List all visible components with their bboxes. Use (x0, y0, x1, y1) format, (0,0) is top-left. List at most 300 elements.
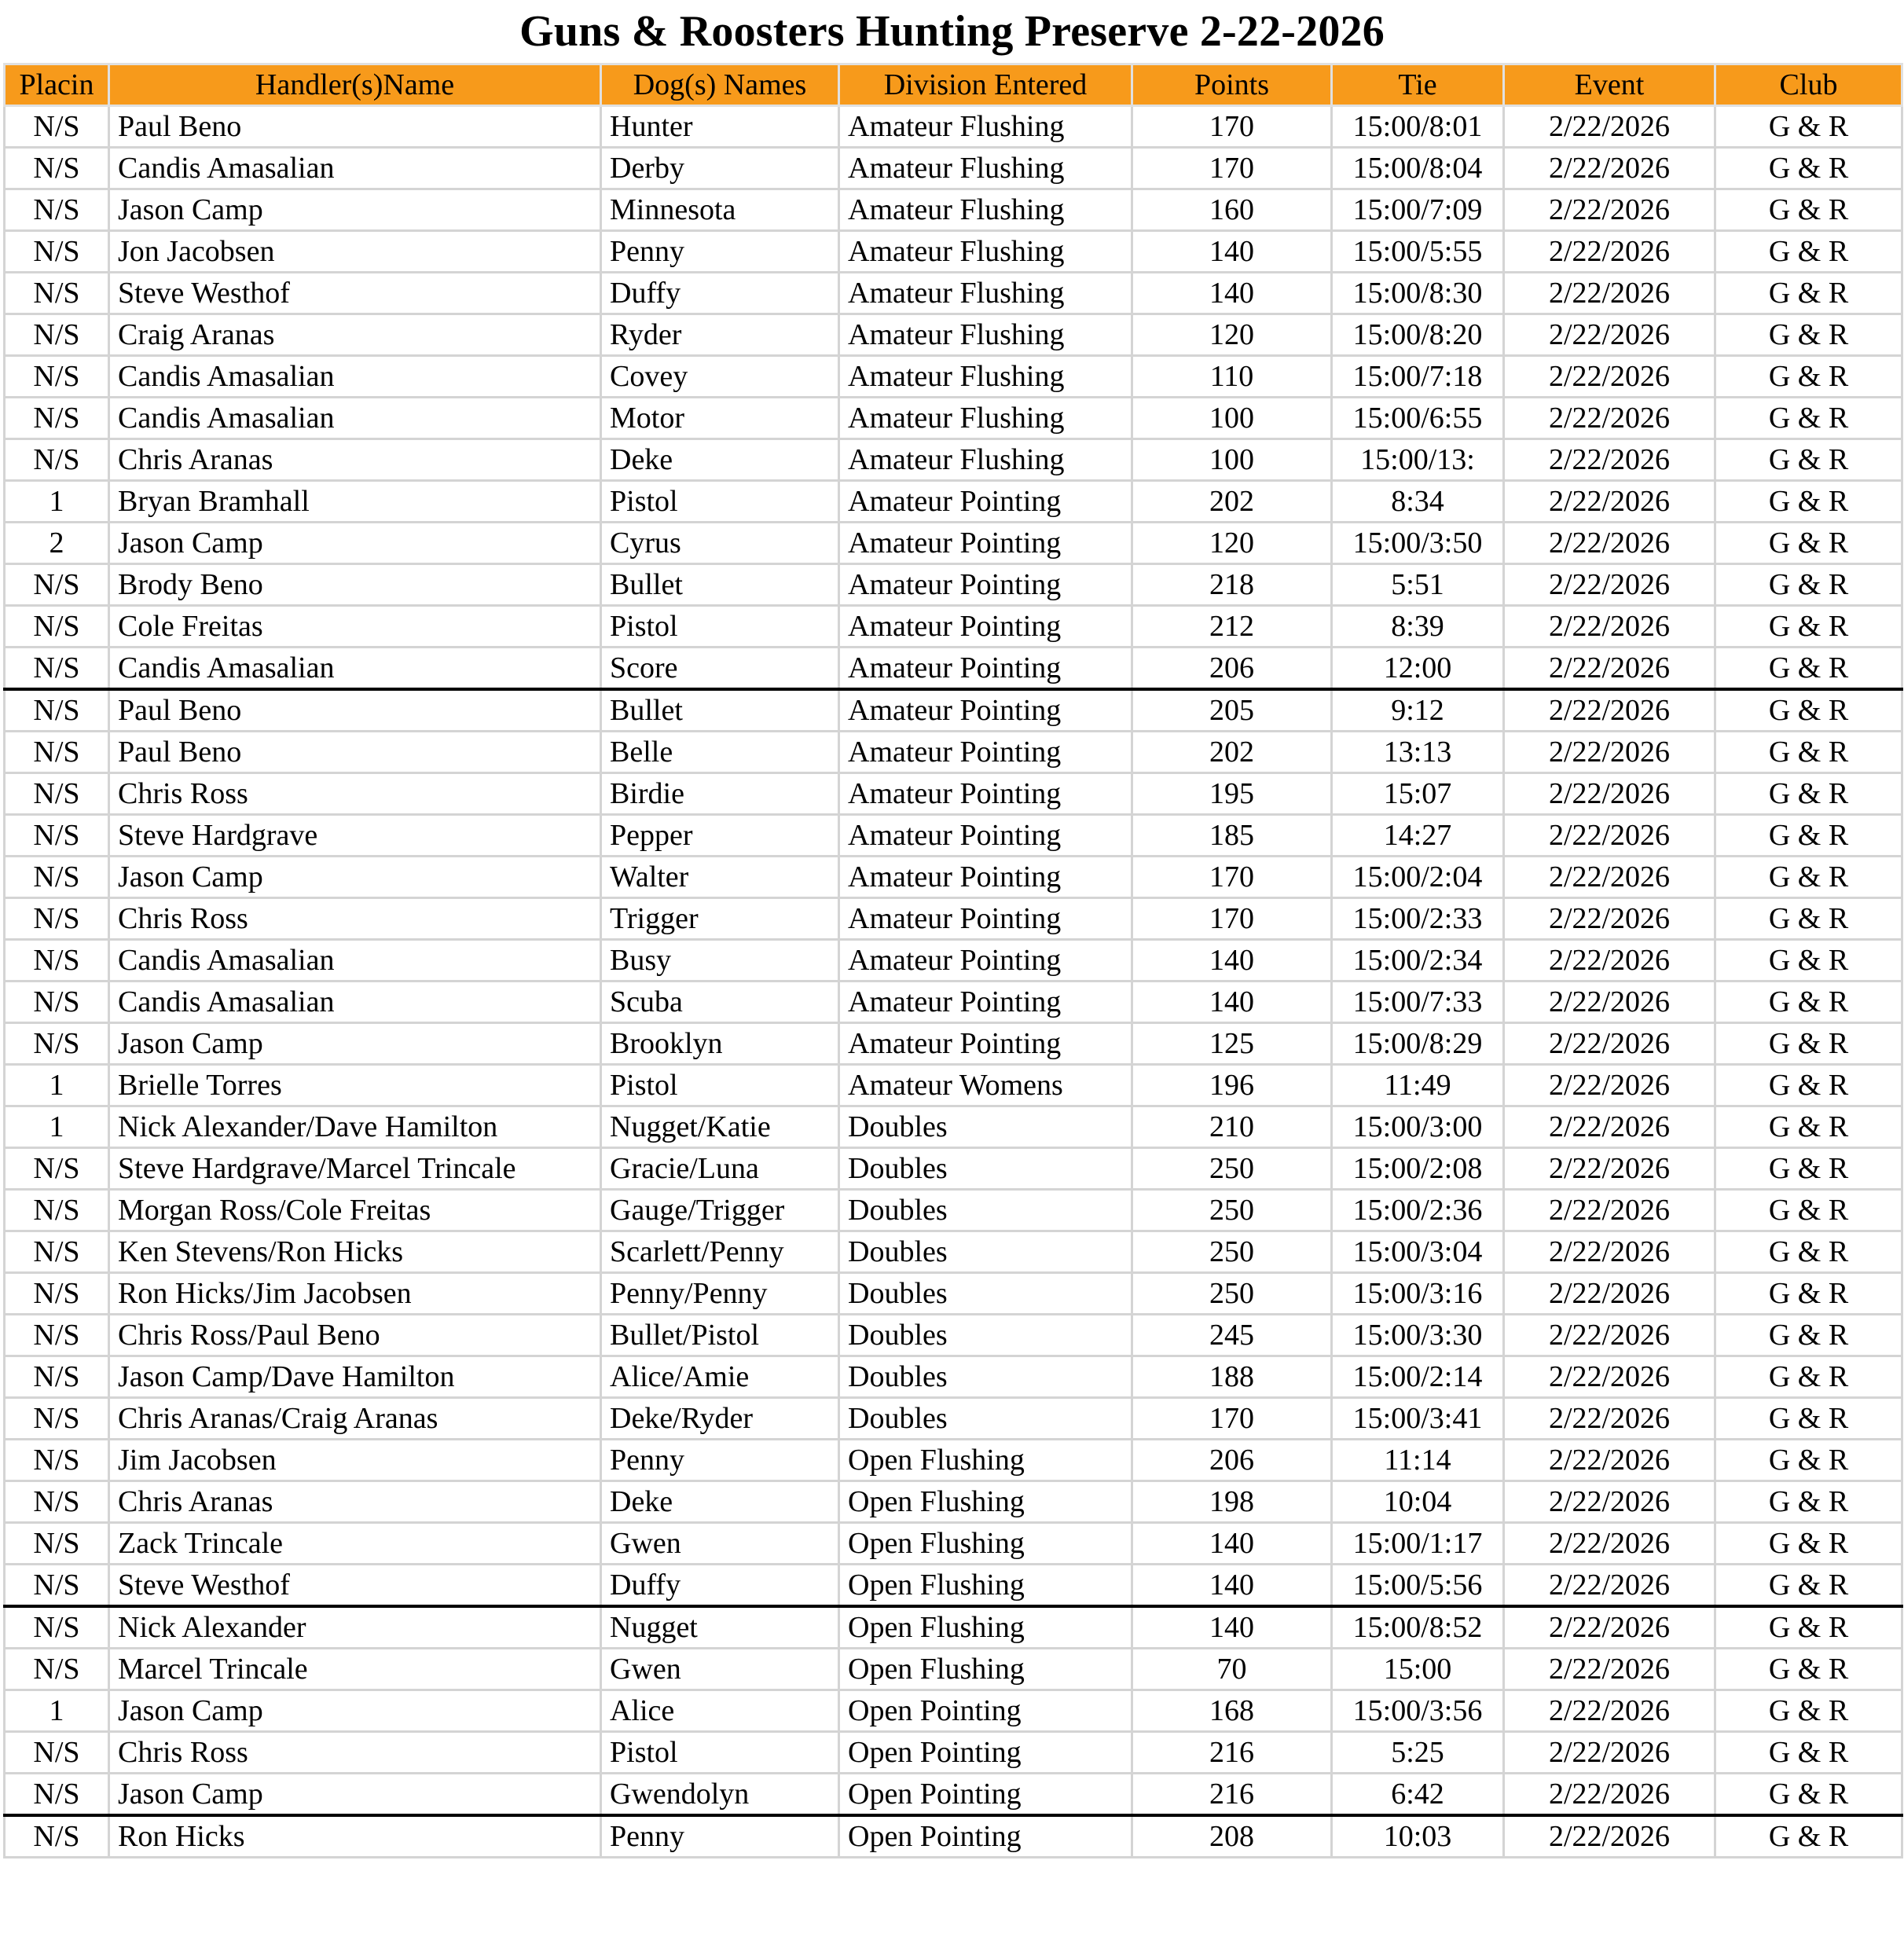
cell-tie: 15:00/3:41 (1332, 1398, 1504, 1440)
cell-club: G & R (1715, 689, 1902, 732)
cell-placing: N/S (5, 439, 109, 481)
cell-event: 2/22/2026 (1504, 1106, 1715, 1148)
cell-division: Amateur Flushing (839, 398, 1132, 439)
cell-placing: N/S (5, 1523, 109, 1565)
cell-club: G & R (1715, 1565, 1902, 1607)
cell-handler: Candis Amasalian (109, 148, 601, 189)
cell-tie: 15:00/7:33 (1332, 982, 1504, 1023)
cell-placing: 1 (5, 1065, 109, 1106)
cell-points: 120 (1132, 523, 1332, 564)
cell-event: 2/22/2026 (1504, 773, 1715, 815)
cell-tie: 15:00/2:08 (1332, 1148, 1504, 1190)
cell-handler: Ron Hicks/Jim Jacobsen (109, 1273, 601, 1315)
cell-placing: N/S (5, 106, 109, 148)
cell-dog: Gracie/Luna (601, 1148, 839, 1190)
cell-division: Open Pointing (839, 1732, 1132, 1774)
cell-points: 120 (1132, 314, 1332, 356)
cell-placing: N/S (5, 732, 109, 773)
cell-placing: N/S (5, 773, 109, 815)
cell-division: Amateur Pointing (839, 481, 1132, 523)
cell-handler: Jason Camp (109, 523, 601, 564)
cell-event: 2/22/2026 (1504, 1231, 1715, 1273)
cell-club: G & R (1715, 1481, 1902, 1523)
cell-dog: Birdie (601, 773, 839, 815)
cell-points: 170 (1132, 1398, 1332, 1440)
cell-placing: N/S (5, 857, 109, 898)
cell-event: 2/22/2026 (1504, 356, 1715, 398)
cell-placing: N/S (5, 1398, 109, 1440)
cell-points: 202 (1132, 732, 1332, 773)
table-row (5, 1606, 1902, 1649)
cell-dog: Pistol (601, 1732, 839, 1774)
cell-handler: Bryan Bramhall (109, 481, 601, 523)
cell-dog: Pepper (601, 815, 839, 857)
cell-handler: Marcel Trincale (109, 1649, 601, 1690)
cell-handler: Candis Amasalian (109, 982, 601, 1023)
cell-event: 2/22/2026 (1504, 398, 1715, 439)
cell-club: G & R (1715, 648, 1902, 690)
cell-dog: Penny (601, 231, 839, 273)
cell-tie: 11:49 (1332, 1065, 1504, 1106)
table-row (5, 1356, 1902, 1398)
cell-club: G & R (1715, 398, 1902, 439)
cell-placing: N/S (5, 1440, 109, 1481)
cell-division: Amateur Flushing (839, 189, 1132, 231)
cell-dog: Motor (601, 398, 839, 439)
cell-event: 2/22/2026 (1504, 982, 1715, 1023)
cell-handler: Jason Camp/Dave Hamilton (109, 1356, 601, 1398)
table-row (5, 481, 1902, 523)
cell-tie: 15:00/3:04 (1332, 1231, 1504, 1273)
cell-event: 2/22/2026 (1504, 564, 1715, 606)
cell-division: Amateur Pointing (839, 982, 1132, 1023)
cell-handler: Zack Trincale (109, 1523, 601, 1565)
cell-division: Amateur Flushing (839, 273, 1132, 314)
col-header-division: Division Entered (839, 64, 1132, 106)
cell-placing: N/S (5, 815, 109, 857)
table-row (5, 1523, 1902, 1565)
cell-club: G & R (1715, 1065, 1902, 1106)
cell-tie: 15:00/8:29 (1332, 1023, 1504, 1065)
table-row (5, 689, 1902, 732)
cell-division: Amateur Flushing (839, 231, 1132, 273)
cell-tie: 15:00/3:30 (1332, 1315, 1504, 1356)
cell-club: G & R (1715, 815, 1902, 857)
cell-club: G & R (1715, 1606, 1902, 1649)
cell-placing: N/S (5, 1606, 109, 1649)
cell-dog: Bullet (601, 689, 839, 732)
cell-placing: N/S (5, 356, 109, 398)
cell-division: Open Flushing (839, 1523, 1132, 1565)
cell-placing: N/S (5, 1356, 109, 1398)
cell-division: Amateur Pointing (839, 523, 1132, 564)
cell-points: 160 (1132, 189, 1332, 231)
cell-division: Open Pointing (839, 1774, 1132, 1816)
cell-dog: Penny (601, 1815, 839, 1858)
cell-points: 140 (1132, 231, 1332, 273)
cell-points: 205 (1132, 689, 1332, 732)
cell-points: 198 (1132, 1481, 1332, 1523)
cell-placing: N/S (5, 1148, 109, 1190)
cell-club: G & R (1715, 148, 1902, 189)
cell-tie: 15:00/5:55 (1332, 231, 1504, 273)
cell-handler: Brielle Torres (109, 1065, 601, 1106)
cell-handler: Candis Amasalian (109, 356, 601, 398)
col-header-tie: Tie (1332, 64, 1504, 106)
table-row (5, 1774, 1902, 1816)
cell-handler: Chris Aranas/Craig Aranas (109, 1398, 601, 1440)
cell-event: 2/22/2026 (1504, 1690, 1715, 1732)
cell-event: 2/22/2026 (1504, 1523, 1715, 1565)
cell-division: Amateur Pointing (839, 648, 1132, 690)
table-row (5, 231, 1902, 273)
cell-tie: 15:00/3:00 (1332, 1106, 1504, 1148)
cell-placing: N/S (5, 189, 109, 231)
cell-points: 140 (1132, 940, 1332, 982)
cell-tie: 15:00/2:34 (1332, 940, 1504, 982)
cell-event: 2/22/2026 (1504, 1565, 1715, 1607)
cell-placing: N/S (5, 273, 109, 314)
cell-tie: 8:39 (1332, 606, 1504, 648)
cell-handler: Chris Ross (109, 1732, 601, 1774)
table-row (5, 606, 1902, 648)
cell-points: 170 (1132, 857, 1332, 898)
cell-event: 2/22/2026 (1504, 898, 1715, 940)
cell-points: 216 (1132, 1732, 1332, 1774)
table-row (5, 1190, 1902, 1231)
cell-division: Amateur Pointing (839, 732, 1132, 773)
cell-dog: Deke/Ryder (601, 1398, 839, 1440)
cell-division: Amateur Pointing (839, 898, 1132, 940)
cell-tie: 5:51 (1332, 564, 1504, 606)
cell-club: G & R (1715, 898, 1902, 940)
cell-division: Amateur Flushing (839, 106, 1132, 148)
cell-tie: 15:00/7:18 (1332, 356, 1504, 398)
cell-points: 100 (1132, 439, 1332, 481)
cell-dog: Nugget/Katie (601, 1106, 839, 1148)
cell-handler: Steve Westhof (109, 1565, 601, 1607)
cell-points: 250 (1132, 1190, 1332, 1231)
cell-event: 2/22/2026 (1504, 1273, 1715, 1315)
cell-dog: Gauge/Trigger (601, 1190, 839, 1231)
cell-division: Open Flushing (839, 1565, 1132, 1607)
cell-tie: 10:03 (1332, 1815, 1504, 1858)
cell-event: 2/22/2026 (1504, 815, 1715, 857)
cell-tie: 15:00/2:14 (1332, 1356, 1504, 1398)
cell-dog: Trigger (601, 898, 839, 940)
cell-dog: Penny (601, 1440, 839, 1481)
cell-tie: 15:00/8:04 (1332, 148, 1504, 189)
cell-handler: Steve Hardgrave/Marcel Trincale (109, 1148, 601, 1190)
cell-event: 2/22/2026 (1504, 1649, 1715, 1690)
cell-event: 2/22/2026 (1504, 648, 1715, 690)
cell-event: 2/22/2026 (1504, 1148, 1715, 1190)
cell-event: 2/22/2026 (1504, 857, 1715, 898)
cell-tie: 15:00/8:01 (1332, 106, 1504, 148)
cell-event: 2/22/2026 (1504, 481, 1715, 523)
table-row (5, 398, 1902, 439)
cell-event: 2/22/2026 (1504, 1774, 1715, 1816)
cell-club: G & R (1715, 231, 1902, 273)
cell-tie: 15:00/2:36 (1332, 1190, 1504, 1231)
cell-club: G & R (1715, 106, 1902, 148)
table-row (5, 1649, 1902, 1690)
cell-points: 250 (1132, 1273, 1332, 1315)
cell-placing: N/S (5, 1273, 109, 1315)
cell-tie: 10:04 (1332, 1481, 1504, 1523)
table-row (5, 564, 1902, 606)
cell-points: 125 (1132, 1023, 1332, 1065)
cell-placing: N/S (5, 398, 109, 439)
cell-tie: 14:27 (1332, 815, 1504, 857)
cell-placing: 1 (5, 1690, 109, 1732)
table-row (5, 314, 1902, 356)
cell-points: 170 (1132, 898, 1332, 940)
cell-club: G & R (1715, 1148, 1902, 1190)
cell-dog: Duffy (601, 1565, 839, 1607)
results-body (5, 106, 1902, 1858)
cell-placing: N/S (5, 1315, 109, 1356)
cell-event: 2/22/2026 (1504, 1440, 1715, 1481)
cell-placing: N/S (5, 148, 109, 189)
cell-division: Amateur Pointing (839, 564, 1132, 606)
cell-tie: 8:34 (1332, 481, 1504, 523)
cell-tie: 15:00/3:50 (1332, 523, 1504, 564)
cell-placing: N/S (5, 1190, 109, 1231)
cell-club: G & R (1715, 1815, 1902, 1858)
cell-division: Open Flushing (839, 1481, 1132, 1523)
cell-division: Amateur Pointing (839, 857, 1132, 898)
cell-club: G & R (1715, 523, 1902, 564)
cell-division: Open Flushing (839, 1649, 1132, 1690)
cell-points: 218 (1132, 564, 1332, 606)
cell-tie: 15:00/1:17 (1332, 1523, 1504, 1565)
table-row (5, 1231, 1902, 1273)
cell-placing: N/S (5, 606, 109, 648)
cell-dog: Duffy (601, 273, 839, 314)
cell-dog: Covey (601, 356, 839, 398)
cell-placing: N/S (5, 1565, 109, 1607)
page-title: Guns & Roosters Hunting Preserve 2-22-2026 (519, 7, 1385, 56)
cell-division: Amateur Flushing (839, 314, 1132, 356)
cell-placing: N/S (5, 689, 109, 732)
cell-division: Open Pointing (839, 1815, 1132, 1858)
cell-placing: N/S (5, 1774, 109, 1816)
cell-event: 2/22/2026 (1504, 1398, 1715, 1440)
cell-dog: Cyrus (601, 523, 839, 564)
cell-handler: Jason Camp (109, 1774, 601, 1816)
cell-placing: N/S (5, 314, 109, 356)
table-row (5, 857, 1902, 898)
cell-event: 2/22/2026 (1504, 1065, 1715, 1106)
cell-placing: 1 (5, 481, 109, 523)
cell-handler: Ron Hicks (109, 1815, 601, 1858)
cell-club: G & R (1715, 982, 1902, 1023)
table-row (5, 106, 1902, 148)
cell-placing: N/S (5, 564, 109, 606)
table-row (5, 982, 1902, 1023)
cell-placing: N/S (5, 648, 109, 690)
cell-handler: Steve Westhof (109, 273, 601, 314)
cell-dog: Belle (601, 732, 839, 773)
cell-points: 140 (1132, 1606, 1332, 1649)
col-header-placing: Placin (5, 64, 109, 106)
cell-points: 250 (1132, 1148, 1332, 1190)
cell-event: 2/22/2026 (1504, 439, 1715, 481)
cell-event: 2/22/2026 (1504, 273, 1715, 314)
table-row (5, 1065, 1902, 1106)
cell-tie: 12:00 (1332, 648, 1504, 690)
cell-dog: Score (601, 648, 839, 690)
cell-points: 208 (1132, 1815, 1332, 1858)
cell-event: 2/22/2026 (1504, 689, 1715, 732)
cell-dog: Brooklyn (601, 1023, 839, 1065)
cell-placing: N/S (5, 940, 109, 982)
cell-event: 2/22/2026 (1504, 231, 1715, 273)
cell-dog: Deke (601, 439, 839, 481)
cell-club: G & R (1715, 940, 1902, 982)
cell-handler: Jon Jacobsen (109, 231, 601, 273)
cell-division: Doubles (839, 1356, 1132, 1398)
cell-club: G & R (1715, 314, 1902, 356)
cell-dog: Scuba (601, 982, 839, 1023)
cell-club: G & R (1715, 189, 1902, 231)
cell-placing: N/S (5, 1732, 109, 1774)
cell-club: G & R (1715, 1273, 1902, 1315)
cell-points: 185 (1132, 815, 1332, 857)
table-row (5, 648, 1902, 690)
cell-handler: Cole Freitas (109, 606, 601, 648)
cell-division: Amateur Pointing (839, 1023, 1132, 1065)
table-row (5, 356, 1902, 398)
cell-tie: 13:13 (1332, 732, 1504, 773)
cell-tie: 15:00 (1332, 1649, 1504, 1690)
cell-handler: Jason Camp (109, 857, 601, 898)
cell-division: Amateur Pointing (839, 689, 1132, 732)
cell-club: G & R (1715, 732, 1902, 773)
cell-event: 2/22/2026 (1504, 732, 1715, 773)
cell-tie: 15:00/2:04 (1332, 857, 1504, 898)
cell-points: 140 (1132, 982, 1332, 1023)
cell-club: G & R (1715, 273, 1902, 314)
cell-points: 110 (1132, 356, 1332, 398)
cell-tie: 15:00/8:30 (1332, 273, 1504, 314)
cell-event: 2/22/2026 (1504, 1732, 1715, 1774)
cell-event: 2/22/2026 (1504, 606, 1715, 648)
cell-handler: Jason Camp (109, 189, 601, 231)
cell-event: 2/22/2026 (1504, 1190, 1715, 1231)
cell-dog: Gwen (601, 1523, 839, 1565)
cell-dog: Pistol (601, 1065, 839, 1106)
cell-handler: Nick Alexander (109, 1606, 601, 1649)
cell-handler: Steve Hardgrave (109, 815, 601, 857)
table-row (5, 523, 1902, 564)
cell-handler: Jason Camp (109, 1690, 601, 1732)
cell-tie: 15:00/3:16 (1332, 1273, 1504, 1315)
table-row (5, 189, 1902, 231)
cell-division: Open Flushing (839, 1440, 1132, 1481)
cell-club: G & R (1715, 1523, 1902, 1565)
cell-dog: Derby (601, 148, 839, 189)
table-row (5, 439, 1902, 481)
cell-dog: Deke (601, 1481, 839, 1523)
table-row (5, 940, 1902, 982)
cell-dog: Hunter (601, 106, 839, 148)
cell-points: 140 (1132, 1565, 1332, 1607)
cell-handler: Jim Jacobsen (109, 1440, 601, 1481)
cell-division: Amateur Pointing (839, 815, 1132, 857)
cell-dog: Nugget (601, 1606, 839, 1649)
table-row (5, 1273, 1902, 1315)
cell-handler: Paul Beno (109, 732, 601, 773)
cell-club: G & R (1715, 1732, 1902, 1774)
cell-event: 2/22/2026 (1504, 1606, 1715, 1649)
cell-tie: 15:00/7:09 (1332, 189, 1504, 231)
cell-handler: Chris Ross (109, 773, 601, 815)
cell-tie: 15:00/8:52 (1332, 1606, 1504, 1649)
table-row (5, 273, 1902, 314)
cell-tie: 15:00/2:33 (1332, 898, 1504, 940)
cell-handler: Chris Aranas (109, 439, 601, 481)
cell-placing: N/S (5, 1815, 109, 1858)
cell-points: 195 (1132, 773, 1332, 815)
cell-event: 2/22/2026 (1504, 1315, 1715, 1356)
cell-event: 2/22/2026 (1504, 189, 1715, 231)
cell-club: G & R (1715, 1106, 1902, 1148)
cell-handler: Paul Beno (109, 689, 601, 732)
cell-handler: Morgan Ross/Cole Freitas (109, 1190, 601, 1231)
cell-event: 2/22/2026 (1504, 1815, 1715, 1858)
cell-handler: Jason Camp (109, 1023, 601, 1065)
cell-points: 202 (1132, 481, 1332, 523)
cell-club: G & R (1715, 439, 1902, 481)
cell-dog: Walter (601, 857, 839, 898)
cell-club: G & R (1715, 1023, 1902, 1065)
cell-tie: 5:25 (1332, 1732, 1504, 1774)
cell-handler: Chris Ross/Paul Beno (109, 1315, 601, 1356)
cell-handler: Ken Stevens/Ron Hicks (109, 1231, 601, 1273)
cell-points: 196 (1132, 1065, 1332, 1106)
cell-points: 250 (1132, 1231, 1332, 1273)
cell-club: G & R (1715, 564, 1902, 606)
cell-division: Amateur Flushing (839, 439, 1132, 481)
cell-division: Doubles (839, 1273, 1132, 1315)
cell-handler: Craig Aranas (109, 314, 601, 356)
cell-division: Amateur Pointing (839, 773, 1132, 815)
cell-points: 212 (1132, 606, 1332, 648)
cell-division: Open Flushing (839, 1606, 1132, 1649)
cell-club: G & R (1715, 481, 1902, 523)
cell-event: 2/22/2026 (1504, 1356, 1715, 1398)
cell-dog: Gwendolyn (601, 1774, 839, 1816)
cell-dog: Ryder (601, 314, 839, 356)
cell-division: Amateur Womens (839, 1065, 1132, 1106)
table-row (5, 732, 1902, 773)
table-row (5, 1023, 1902, 1065)
cell-points: 188 (1132, 1356, 1332, 1398)
cell-dog: Gwen (601, 1649, 839, 1690)
cell-placing: 2 (5, 523, 109, 564)
table-row (5, 1315, 1902, 1356)
cell-club: G & R (1715, 1398, 1902, 1440)
cell-division: Amateur Flushing (839, 356, 1132, 398)
cell-tie: 6:42 (1332, 1774, 1504, 1816)
cell-dog: Alice (601, 1690, 839, 1732)
cell-placing: N/S (5, 898, 109, 940)
cell-dog: Pistol (601, 481, 839, 523)
table-row (5, 815, 1902, 857)
col-header-dog: Dog(s) Names (601, 64, 839, 106)
